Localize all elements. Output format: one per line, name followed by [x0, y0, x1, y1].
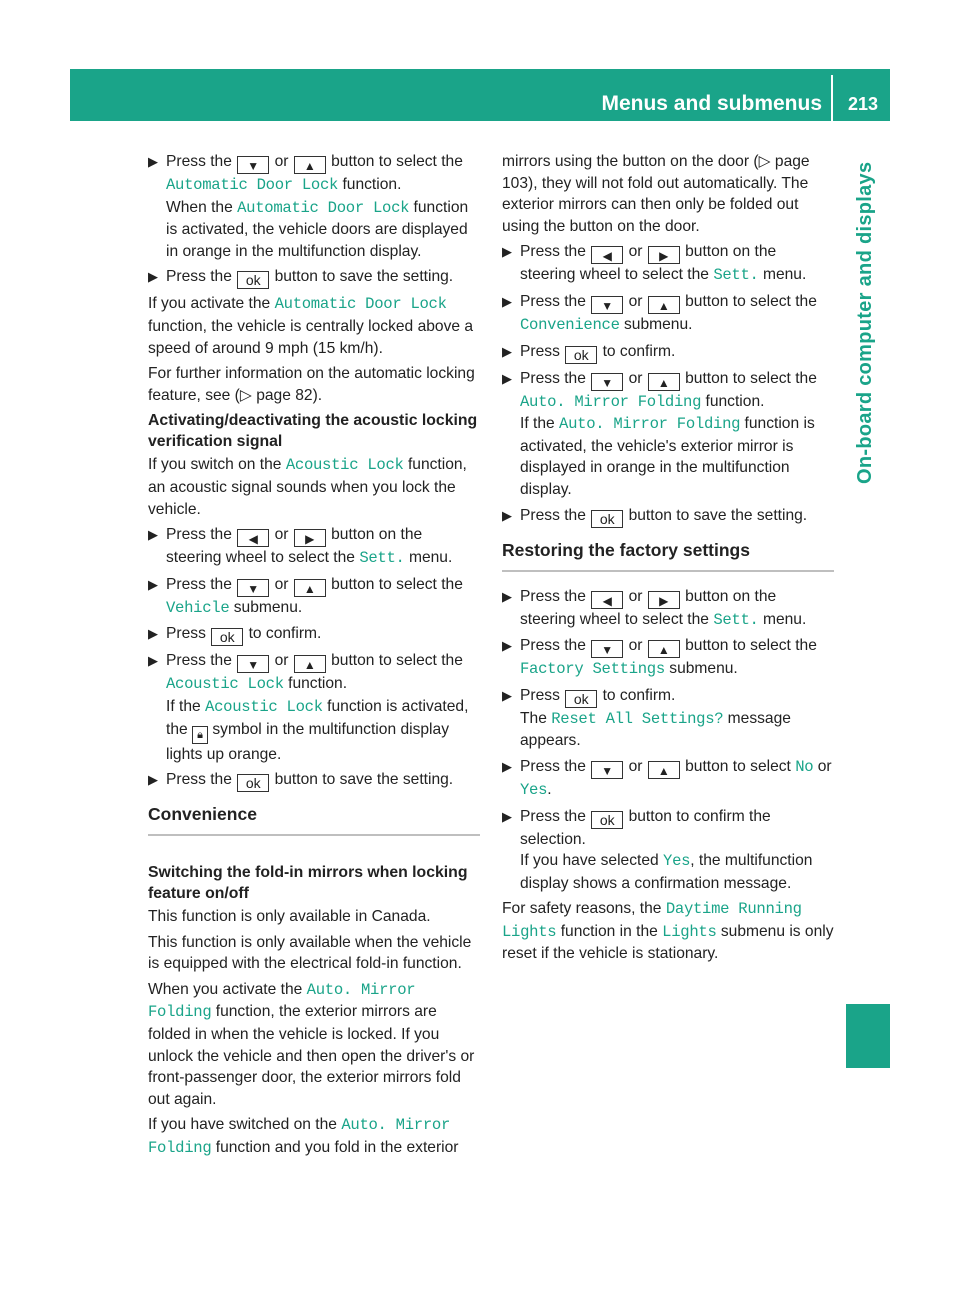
paragraph: If you switch on the Acoustic Lock function, an acoustic signal sounds when you lock the vehicle. [148, 456, 467, 518]
instruction-step: ▶ Press the ▼ or ▲ button to select the Auto. Mirror Folding function. If the Auto. Mirror Folding function is activated, the vehicle's exterior mirror is displayed in orange in the multifunction display. [502, 369, 817, 498]
instruction-step: ▶ Press the ◀ or ▶ button on the steering wheel to select the Sett. menu. [148, 526, 453, 568]
bullet-arrow-icon: ▶ [148, 269, 158, 285]
paragraph: If you activate the Automatic Door Lock function, the vehicle is centrally locked above a speed of around 9 mph (15 km/h). [148, 295, 474, 357]
lock-icon: 🔒︎ [192, 726, 208, 744]
bullet-arrow-icon: ▶ [148, 772, 158, 788]
subheading: Switching the fold-in mirrors when locking feature on/off [148, 864, 468, 903]
paragraph: mirrors using the button on the door (▷ page 103), they will not fold out automatically. The exterior mirrors can then only be folded out using the button on the door. [502, 153, 810, 235]
bullet-arrow-icon: ▶ [502, 507, 512, 523]
right-button-icon: ▶ [648, 246, 680, 264]
header-divider [831, 75, 833, 121]
section-heading: Convenience [148, 804, 257, 825]
up-button-icon: ▲ [294, 655, 326, 673]
instruction-step: ▶ Press the ▼ or ▲ button to select the Vehicle submenu. [148, 575, 463, 617]
instruction-step: ▶ Press the ▼ or ▲ button to select the Convenience submenu. [502, 292, 817, 334]
paragraph: When you activate the Auto. Mirror Folding function, the exterior mirrors are folded in when the vehicle is locked. If you unlock the vehicle and then open the driver's or front-passenger door, the exterior mirrors fold out again. [148, 980, 475, 1108]
bullet-arrow-icon: ▶ [502, 293, 512, 309]
up-button-icon: ▲ [294, 156, 326, 174]
bullet-arrow-icon: ▶ [502, 370, 512, 386]
instruction-step: ▶ Press ok to confirm. [148, 625, 322, 646]
instruction-step: ▶ Press the ◀ or ▶ button on the steering wheel to select the Sett. menu. [502, 587, 807, 629]
instruction-step: ▶ Press the ok button to confirm the selection. If you have selected Yes, the multifunction display shows a confirmation message. [502, 807, 813, 892]
bullet-arrow-icon: ▶ [502, 244, 512, 260]
instruction-step: ▶ Press the ▼ or ▲ button to select the Automatic Door Lock function. When the Automatic Door Lock function is activated, the vehicle doors are displayed in orange in the multifunction display. [148, 153, 469, 260]
bullet-arrow-icon: ▶ [148, 154, 158, 169]
down-button-icon: ▼ [591, 296, 623, 314]
section-divider [148, 834, 480, 836]
chapter-tab-label: On-board computer and displays [854, 161, 876, 484]
bullet-arrow-icon: ▶ [502, 758, 512, 774]
down-button-icon: ▼ [237, 579, 269, 597]
bullet-arrow-icon: ▶ [502, 808, 512, 824]
paragraph: This function is only available when the vehicle is equipped with the electrical fold-in function. [148, 933, 472, 973]
paragraph: For safety reasons, the Daytime Running Lights function in the Lights submenu is only reset if the vehicle is stationary. [502, 900, 834, 963]
left-button-icon: ◀ [591, 246, 623, 264]
up-button-icon: ▲ [648, 640, 680, 658]
up-button-icon: ▲ [648, 296, 680, 314]
instruction-step: ▶ Press ok to confirm. [502, 342, 676, 363]
ok-button-icon: ok [591, 811, 623, 829]
bullet-arrow-icon: ▶ [148, 626, 158, 642]
paragraph: If you have switched on the Auto. Mirror Folding function and you fold in the exterior [148, 1116, 459, 1158]
bullet-arrow-icon: ▶ [502, 588, 512, 604]
instruction-step: ▶ Press the ok button to save the setting. [148, 268, 454, 289]
section-title: Menus and submenus [601, 92, 822, 115]
ok-button-icon: ok [565, 346, 597, 364]
chapter-tab-marker [846, 1004, 890, 1068]
up-button-icon: ▲ [648, 761, 680, 779]
right-button-icon: ▶ [294, 529, 326, 547]
left-button-icon: ◀ [591, 591, 623, 609]
subheading: Activating/deactivating the acoustic locking verification signal [148, 412, 478, 451]
page-number: 213 [847, 94, 879, 114]
instruction-step: ▶ Press the ▼ or ▲ button to select No or Yes. [502, 757, 832, 799]
bullet-arrow-icon: ▶ [148, 527, 158, 543]
instruction-step: ▶ Press ok to confirm. The Reset All Settings? message appears. [502, 686, 791, 750]
bullet-arrow-icon: ▶ [502, 343, 512, 359]
down-button-icon: ▼ [591, 761, 623, 779]
ok-button-icon: ok [591, 510, 623, 528]
left-button-icon: ◀ [237, 529, 269, 547]
section-divider [502, 570, 834, 572]
bullet-arrow-icon: ▶ [148, 576, 158, 592]
instruction-step: ▶ Press the ▼ or ▲ button to select the Factory Settings submenu. [502, 637, 817, 679]
right-button-icon: ▶ [648, 591, 680, 609]
left-column [148, 151, 480, 1164]
paragraph: This function is only available in Canada. [148, 908, 431, 926]
down-button-icon: ▼ [237, 156, 269, 174]
bullet-arrow-icon: ▶ [502, 687, 512, 703]
down-button-icon: ▼ [591, 373, 623, 391]
section-heading: Restoring the factory settings [502, 539, 750, 560]
instruction-step: ▶ Press the ▼ or ▲ button to select the Acoustic Lock function. If the Acoustic Lock function is activated, the 🔒︎ symbol in the multifunction display lights up orange. [148, 652, 469, 763]
right-column [502, 151, 834, 969]
ok-button-icon: ok [237, 271, 269, 289]
down-button-icon: ▼ [591, 640, 623, 658]
ok-button-icon: ok [211, 628, 243, 646]
down-button-icon: ▼ [237, 655, 269, 673]
up-button-icon: ▲ [294, 579, 326, 597]
ok-button-icon: ok [237, 774, 269, 792]
ok-button-icon: ok [565, 690, 597, 708]
instruction-step: ▶ Press the ok button to save the setting. [148, 771, 454, 792]
instruction-step: ▶ Press the ok button to save the setting. [502, 506, 808, 527]
paragraph: For further information on the automatic locking feature, see (▷ page 82). [148, 365, 475, 404]
up-button-icon: ▲ [648, 373, 680, 391]
instruction-step: ▶ Press the ◀ or ▶ button on the steering wheel to select the Sett. menu. [502, 243, 807, 285]
bullet-arrow-icon: ▶ [148, 653, 158, 669]
bullet-arrow-icon: ▶ [502, 638, 512, 654]
